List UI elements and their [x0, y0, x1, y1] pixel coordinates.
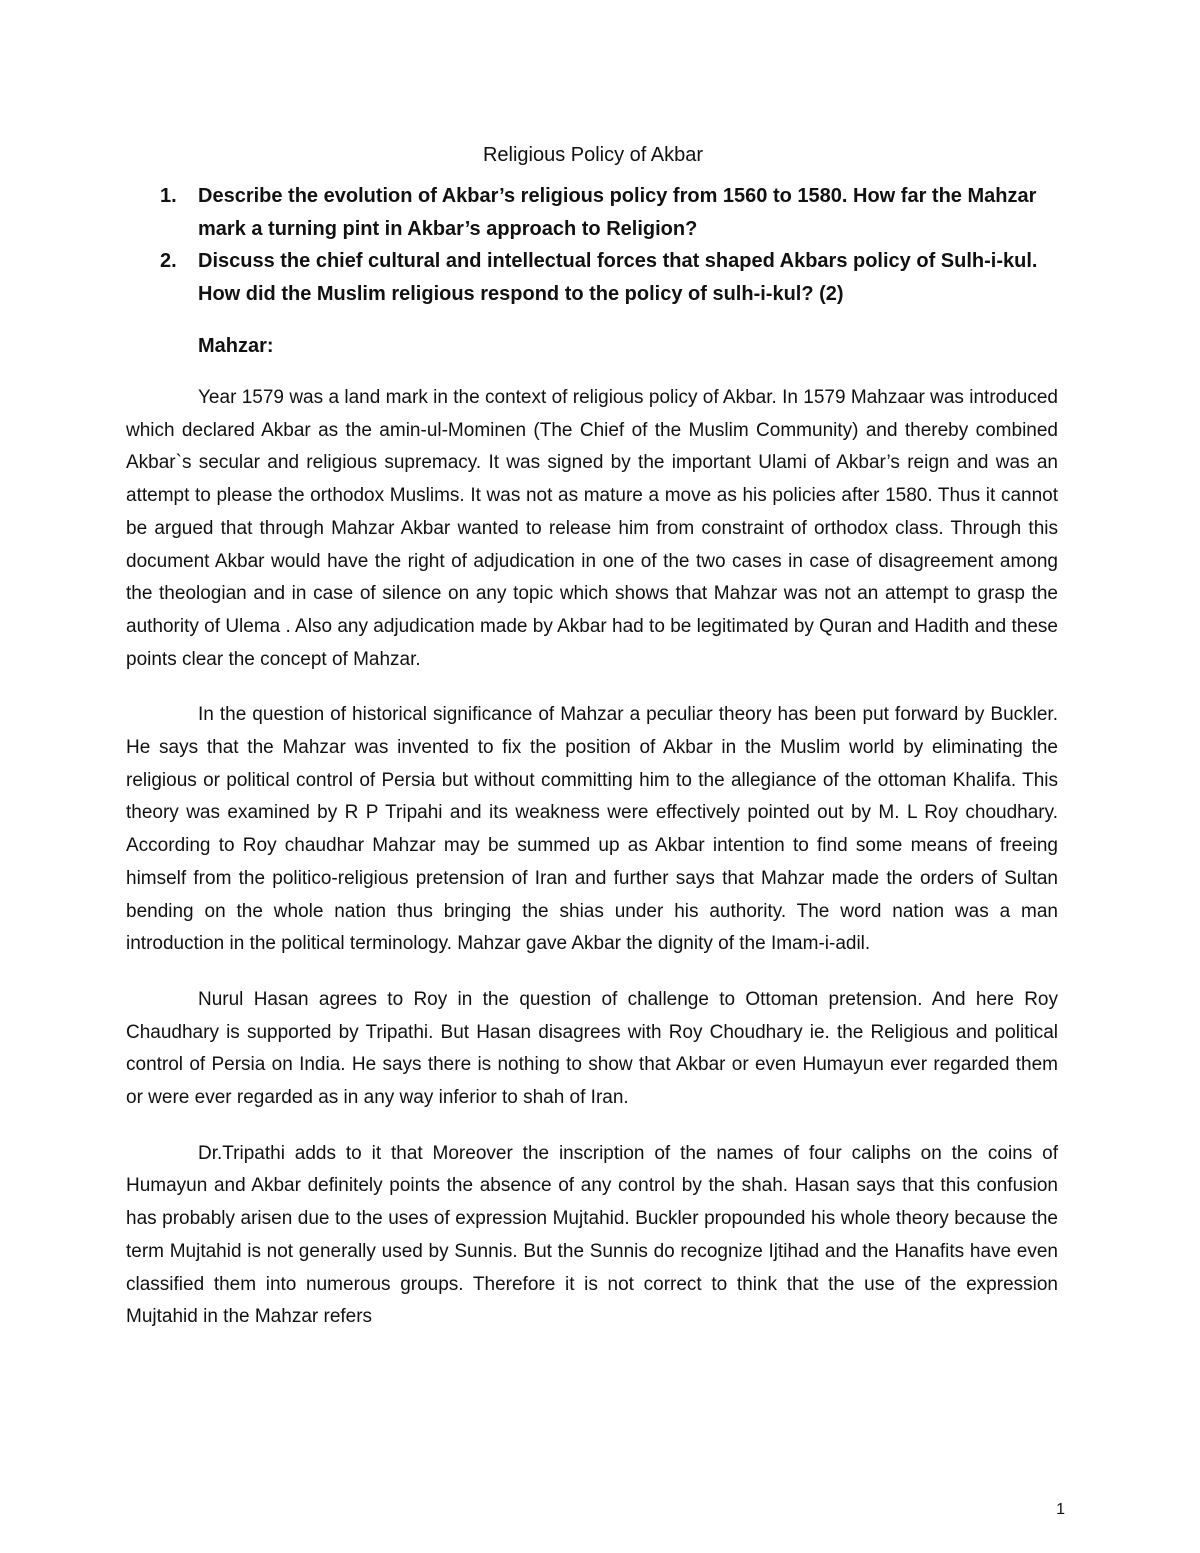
- section-heading: Mahzar:: [198, 335, 274, 357]
- body-text: [126, 382, 1058, 1357]
- question-number: 1.: [160, 185, 177, 207]
- document-title: Religious Policy of Akbar: [482, 144, 704, 167]
- question-item: [160, 180, 1060, 245]
- question-text: Discuss the chief cultural and intellectual forces that shaped Akbars policy of Sulh-i-kul. How did the Muslim religious respond to the policy of sulh-i-kul? (2): [198, 250, 1038, 305]
- question-text: Describe the evolution of Akbar’s religious policy from 1560 to 1580. How far the Mahzar mark a turning pint in Akbar’s approach to Religion?: [198, 185, 1037, 240]
- paragraph: Nurul Hasan agrees to Roy in the question of challenge to Ottoman pretension. And here Roy Chaudhary is supported by Tripathi. But Hasan disagrees with Roy Choudhary ie. the Religious and political control of Persia on India. He says there is nothing to show that Akbar or even Humayun ever regarded them or were ever regarded as in any way inferior to shah of Iran.: [126, 988, 1058, 1109]
- paragraph: Dr.Tripathi adds to it that Moreover the inscription of the names of four caliphs on the coins of Humayun and Akbar definitely points the absence of any control by the shah. Hasan says that this confusion has probably arisen due to the uses of expression Mujtahid. Buckler propounded his whole theory because the term Mujtahid is not generally used by Sunnis. But the Sunnis do recognize Ijtihad and the Hanafits have even classified them into numerous groups. Therefore it is not correct to think that the use of the expression Mujtahid in the Mahzar refers: [126, 1142, 1058, 1328]
- question-list: [160, 180, 1060, 310]
- question-item: [160, 245, 1060, 310]
- question-number: 2.: [160, 250, 177, 272]
- page-number: 1: [1056, 1501, 1065, 1518]
- paragraph: Year 1579 was a land mark in the context of religious policy of Akbar. In 1579 Mahzaar was introduced which declared Akbar as the amin-ul-Mominen (The Chief of the Muslim Community) and thereby combined Akbar`s secular and religious supremacy. It was signed by the important Ulami of Akbar’s reign and was an attempt to please the orthodox Muslims. It was not as mature a move as his policies after 1580. Thus it cannot be argued that through Mahzar Akbar wanted to release him from constraint of orthodox class. Through this document Akbar would have the right of adjudication in one of the two cases in case of disagreement among the theologian and in case of silence on any topic which shows that Mahzar was not an attempt to grasp the authority of Ulema . Also any adjudication made by Akbar had to be legitimated by Quran and Hadith and these points clear the concept of Mahzar.: [126, 387, 1058, 670]
- paragraph: In the question of historical significance of Mahzar a peculiar theory has been put forward by Buckler. He says that the Mahzar was invented to fix the position of Akbar in the Muslim world by eliminating the religious or political control of Persia but without committing him to the allegiance of the ottoman Khalifa. This theory was examined by R P Tripahi and its weakness were effectively pointed out by M. L Roy choudhary. According to Roy chaudhar Mahzar may be summed up as Akbar intention to find some means of freeing himself from the politico-religious pretension of Iran and further says that Mahzar made the orders of Sultan bending on the whole nation thus bringing the shias under his authority. The word nation was a man introduction in the political terminology. Mahzar gave Akbar the dignity of the Imam-i-adil.: [126, 704, 1058, 955]
